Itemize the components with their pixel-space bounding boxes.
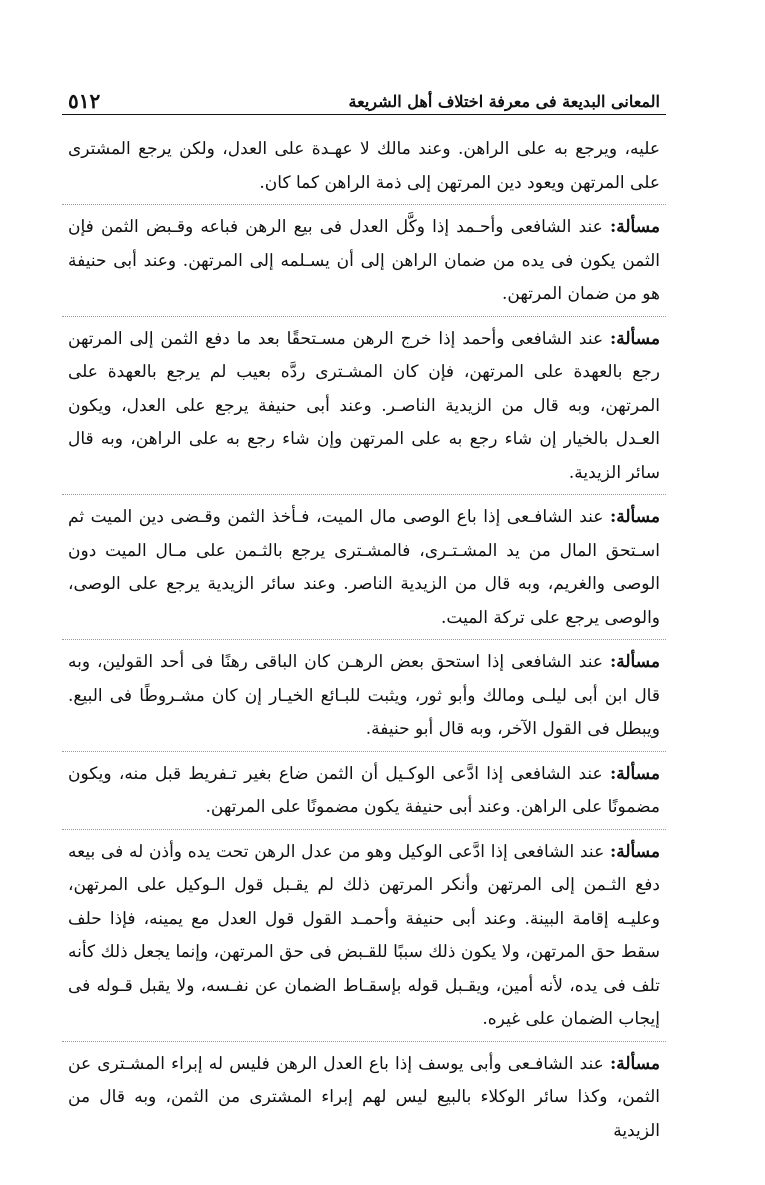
- issue-paragraph: [62, 316, 666, 495]
- paragraph-text: عند الشافعى وأحمد إذا خرج الرهن مسـتحقًا بعد ما دفع الثمن إلى المرتهن رجع بالعهدة على المرتهن، فإن كان المشـترى ردَّه بعيب لم يرجع بالعهدة على المرتهن، وبه قال من الزيدية الناصـر. وعند أبى حنيفة يرجع على العدل، ويكون العـدل بالخيار إن شاء رجع به على المرتهن وإن شاء رجع به على الراهن، وبه قال سائر الزيدية.: [68, 328, 660, 483]
- paragraph-text: عند الشافعى وأحـمد إذا وكَّل العدل فى بيع الرهن فباعه وقـبض الثمن فإن الثمن يكون فى يده من ضمان الراهن إلى أن يسـلمه إلى المرتهن. وعند أبى حنيفة هو من ضمان المرتهن.: [68, 217, 660, 304]
- issue-paragraph: [62, 829, 666, 1041]
- book-page: [62, 78, 666, 1152]
- issue-paragraph: [62, 494, 666, 639]
- issue-label: مسألة:: [609, 763, 661, 784]
- issue-label: مسألة:: [609, 652, 660, 672]
- paragraph-text: عند الشافـعى وأبى يوسف إذا باع العدل الرهن فليس له إبراء المشـترى عن الثمن، وكذا سائر الوكلاء بالبيع ليس لهم إبراء المشترى من الثمن، وبه قال من الزيدية: [68, 1053, 660, 1141]
- issue-label: مسألة:: [609, 217, 660, 237]
- paragraph-text: عند الشافعى إذا ادَّعى الوكـيل أن الثمن ضاع بغير تـفريط قبل منه، ويكون مضمونًا على الراهن. وعند أبى حنيفة يكون مضمونًا على المرتهن.: [68, 763, 660, 817]
- paragraph: [62, 127, 666, 204]
- issue-paragraph: [62, 204, 666, 316]
- paragraph-text: عند الشافـعى إذا باع الوصى مال الميت، فـأخذ الثمن وقـضى دين الميت ثم اسـتحق المال من يد المشـتـرى، فالمشـترى يرجع بالثـمن على مـال الميت دون الوصى والغريم، وبه قال من الزيدية الناصر. وعند سائر الزيدية يرجع على الوصى، والوصى يرجع على تركة الميت.: [68, 507, 660, 628]
- issue-label: مسألة:: [609, 328, 661, 349]
- issue-label: مسألة:: [609, 841, 661, 862]
- running-header: [62, 78, 666, 115]
- paragraph-text: عليه، ويرجع به على الراهن. وعند مالك لا عهـدة على العدل، ولكن يرجع المشترى على المرتهن ويعود دين المرتهن إلى ذمة الراهن كما كان.: [68, 139, 660, 193]
- paragraph-text: عند الشافعى إذا ادَّعى الوكيل وهو من عدل الرهن تحت يده وأذن له فى بيعه دفع الثـمن إلى المرتهن وأنكر المرتهن ذلك لم يقـبل قول الـوكيل على المرتهن، وعليـه إقامة البينة. وعند أبى حنيفة وأحمـد القول قول العدل مع يمينه، فإذا حلف سقط حق المرتهن، ولا يكون ذلك سببًا للقـبض فى حق المرتهن، وإنما يجعل ذلك كأنه تلف فى يده، لأنه أمين، ويقـبل قوله بإسقـاط الضمان عن نفـسه، ولا يقبل قـوله فى إيجاب الضمان على غيره.: [68, 841, 660, 1029]
- issue-label: مسألة:: [609, 507, 660, 527]
- issue-paragraph: [62, 639, 666, 751]
- paragraph-text: عند الشافعى إذا استحق بعض الرهـن كان الباقى رهنًا فى أحد القولين، وبه قال ابن أبى ليلـى ومالك وأبو ثور، ويثبت للبـائع الخيـار إن كان مشـروطًا فى البيع. ويبطل فى القول الآخر، وبه قال أبو حنيفة.: [68, 652, 660, 739]
- page-body: [62, 115, 666, 1152]
- running-title: المعانى البديعة فى معرفة اختلاف أهل الشريعة: [348, 92, 660, 111]
- issue-paragraph: [62, 751, 666, 829]
- issue-paragraph: [62, 1041, 666, 1153]
- page-number: ٥١٢: [68, 89, 101, 113]
- issue-label: مسألة:: [609, 1053, 660, 1074]
